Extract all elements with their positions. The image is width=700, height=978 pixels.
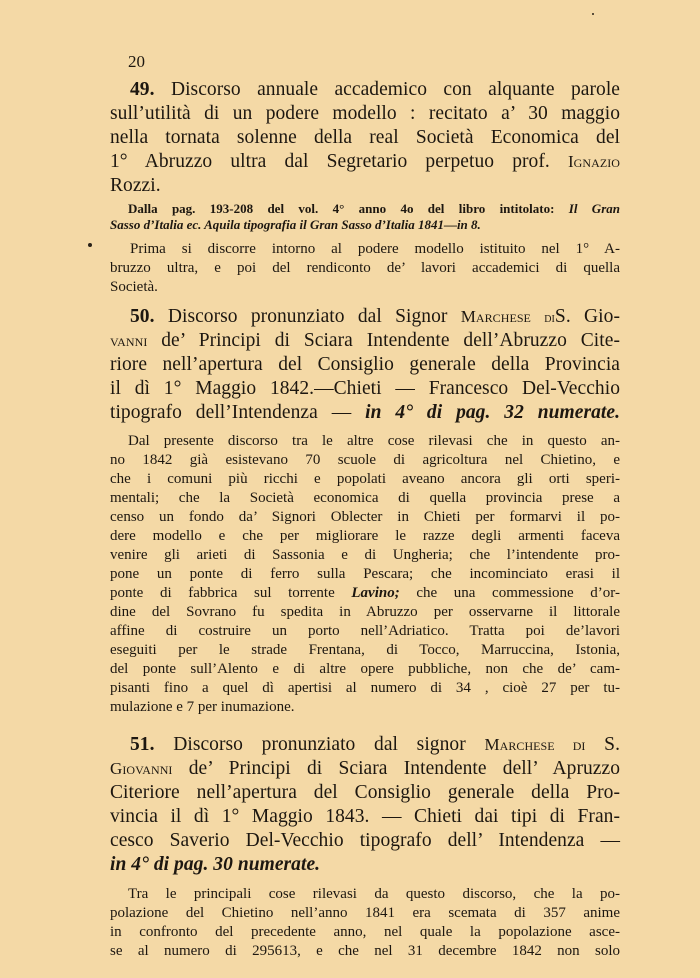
speck-mark: [88, 243, 92, 247]
entry-49-source-line-2: Sasso d’Italia ec. Aquila tipografia il Gran Sasso d’Italia 1841—in 8.: [110, 217, 481, 232]
entry-51-summary-line-3: in confronto del precedente anno, nel quale la popolazione asce-: [110, 924, 620, 940]
entry-49-line-3: nella tornata solenne della real Società Economica del: [110, 127, 620, 148]
entry-51-summary-line-1: Tra le principali cose rilevasi da questo discorso, che la po-: [128, 886, 620, 902]
entry-50-summary-line-7: venire gli arieti di Sassonia e di Ungheria; che l’intendente pro-: [110, 547, 620, 563]
entry-50-summary-line-13: del ponte sull’Alento e di altre opere pubbliche, non che de’ cam-: [110, 661, 620, 677]
entry-50-summary-line-1: Dal presente discorso tra le altre cose rilevasi che in questo an-: [128, 433, 620, 449]
entry-51-summary-line-2: polazione del Chietino nell’anno 1841 era scemata di 357 anime: [110, 905, 620, 921]
entry-49-summary-line-2: bruzzo ultra, e poi del rendiconto de’ lavori accademici di quella: [110, 260, 620, 276]
page-number: 20: [128, 52, 145, 71]
entry-49-source-line-1: Dalla pag. 193-208 del vol. 4° anno 4o del libro intitolato: Il Gran: [128, 201, 620, 216]
speck-mark: [592, 13, 594, 15]
entry-50-summary-line-4: mentali; che la Società economica di quella provincia prese a: [110, 490, 620, 506]
entry-51-line-2: Giovanni de’ Principi di Sciara Intendente dell’ Apruzzo: [110, 758, 621, 779]
entry-49-summary-line-3: Società.: [110, 279, 158, 295]
entry-51-line-1: 51. Discorso pronunziato dal signor Marchese di S.: [130, 734, 620, 755]
entry-49-line-2: sull’utilità di un podere modello : recitato a’ 30 maggio: [110, 103, 620, 124]
entry-50-summary-line-5: censo un fondo da’ Signori Oblecter in Chieti per formarvi il po-: [110, 509, 620, 525]
entry-49-line-5: Rozzi.: [110, 175, 161, 196]
entry-50-summary-line-3: che i comuni più ricchi e popolati aveano ancora gli orti speri-: [110, 471, 620, 487]
entry-49-summary-line-1: Prima si discorre intorno al podere modello istituito nel 1° A-: [130, 241, 620, 257]
entry-50-summary-line-12: eseguiti per le strade Frentana, di Tocco, Marruccina, Istonia,: [110, 642, 620, 658]
entry-51-format: in 4° di pag. 30 numerate.: [110, 854, 321, 875]
entry-50-line-3: riore nell’apertura del Consiglio generale della Provincia: [110, 354, 620, 375]
entry-49-line-1: 49. Discorso annuale accademico con alquante parole: [130, 79, 620, 100]
entry-50-summary-line-15: mulazione e 7 per inumazione.: [110, 699, 295, 715]
entry-51-summary-line-4: se al numero di 295613, e che nel 31 decembre 1842 non solo: [110, 943, 620, 959]
entry-50-line-5: tipografo dell’Intendenza — in 4° di pag. 32 numerate.: [110, 402, 621, 423]
entry-50-line-1: 50. Discorso pronunziato dal Signor Marchese diS. Gio-: [130, 306, 620, 327]
entry-50-summary-line-11: affine di costruire un porto nell’Adriatico. Tratta poi de’lavori: [110, 623, 620, 639]
entry-50-summary-line-9: ponte di fabbrica sul torrente Lavino; che una commessione d’or-: [110, 585, 620, 601]
entry-51-line-5: cesco Saverio Del-Vecchio tipografo dell’ Intendenza —: [110, 830, 620, 851]
entry-50-line-4: il dì 1° Maggio 1842.—Chieti — Francesco Del-Vecchio: [110, 378, 620, 399]
entry-50-summary-line-10: dine del Sovrano fu spedita in Abruzzo per osservarne il littorale: [110, 604, 620, 620]
entry-51-line-4: vincia il dì 1° Maggio 1843. — Chieti dai tipi di Fran-: [110, 806, 620, 827]
entry-51-line-3: Citeriore nell’apertura del Consiglio generale della Pro-: [110, 782, 620, 803]
entry-50-summary-line-2: no 1842 già esistevano 70 scuole di agricoltura nel Chietino, e: [110, 452, 620, 468]
entry-50-summary-line-14: pisanti fino a quel dì apertisi al numero di 34 , cioè 27 per tu-: [110, 680, 620, 696]
entry-50-summary-line-6: dere modello e che per migliorare le razze degli armenti faceva: [110, 528, 620, 544]
entry-49-line-4: 1° Abruzzo ultra dal Segretario perpetuo prof. Ignazio: [110, 151, 620, 172]
entry-50-summary-line-8: pone un ponte di ferro sulla Pescara; che incominciato erasi il: [110, 566, 620, 582]
entry-50-line-2: vanni de’ Principi di Sciara Intendente dell’Abruzzo Cite-: [110, 330, 620, 351]
